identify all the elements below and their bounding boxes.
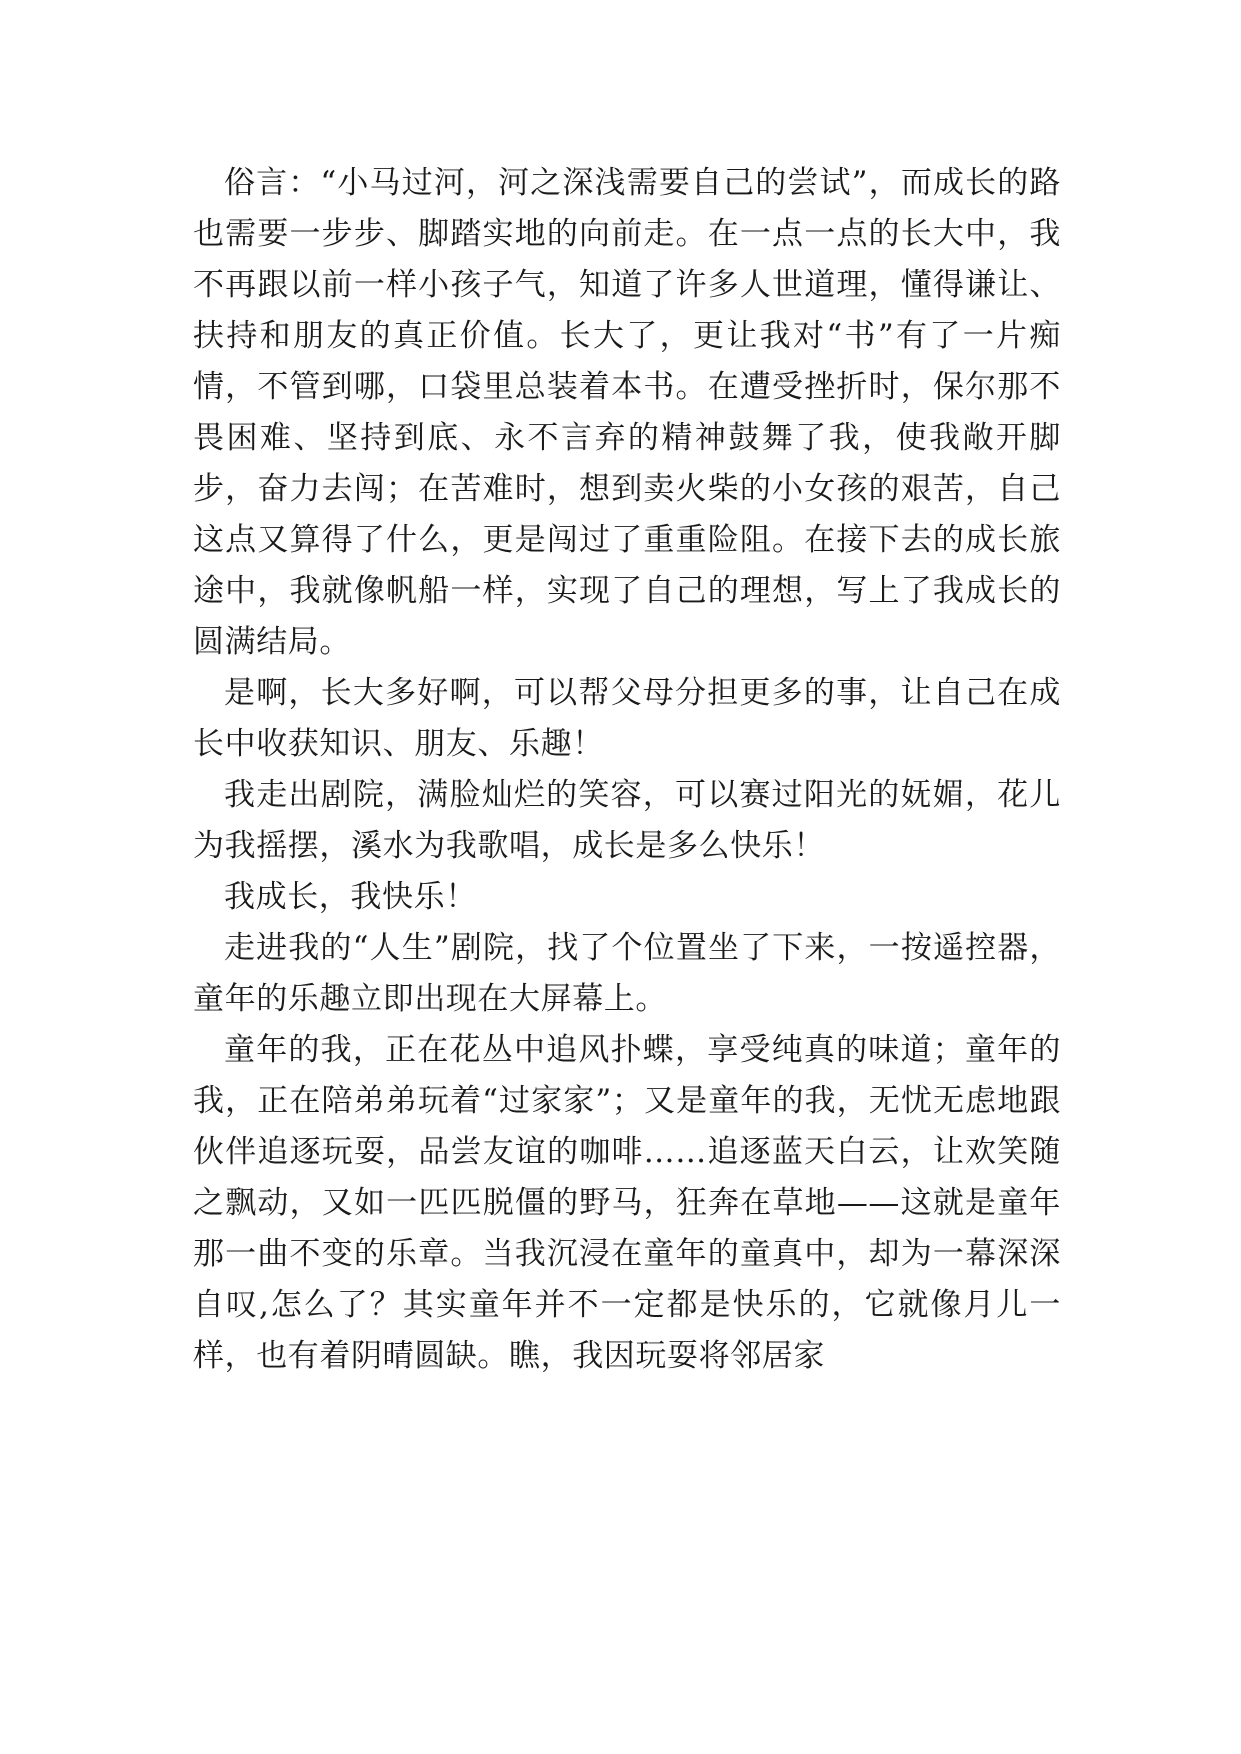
paragraph-5: 走进我的“人生”剧院，找了个位置坐了下来，一按遥控器，童年的乐趣立即出现在大屏幕上。 [193, 930, 1061, 1017]
paragraph-4: 我成长，我快乐！ [224, 879, 477, 915]
paragraph-2: 是啊，长大多好啊，可以帮父母分担更多的事，让自己在成长中收获知识、朋友、乐趣！ [193, 675, 1061, 762]
paragraph-3: 我走出剧院，满脸灿烂的笑容，可以赛过阳光的妩媚，花儿为我摇摆，溪水为我歌唱，成长是多么快乐！ [193, 777, 1061, 864]
paragraph-6: 童年的我，正在花丛中追风扑蝶，享受纯真的味道；童年的我，正在陪弟弟玩着“过家家”；又是童年的我，无忧无虑地跟伙伴追逐玩耍，品尝友谊的咖啡……追逐蓝天白云，让欢笑随之飘动，又如一匹匹脱僵的野马，狂奔在草地——这就是童年那一曲不变的乐章。当我沉浸在童年的童真中，却为一幕深深自叹,怎么了？其实童年并不一定都是快乐的，它就像月儿一样，也有着阴晴圆缺。瞧，我因玩耍将邻居家 [193, 1032, 1061, 1374]
paragraph-1: 俗言：“小马过河，河之深浅需要自己的尝试”，而成长的路也需要一步步、脚踏实地的向前走。在一点一点的长大中，我不再跟以前一样小孩子气，知道了许多人世道理，懂得谦让、扶持和朋友的真正价值。长大了，更让我对“书”有了一片痴情，不管到哪，口袋里总装着本书。在遭受挫折时，保尔那不畏困难、坚持到底、永不言弃的精神鼓舞了我，使我敞开脚步，奋力去闯；在苦难时，想到卖火柴的小女孩的艰苦，自己这点又算得了什么，更是闯过了重重险阻。在接下去的成长旅途中，我就像帆船一样，实现了自己的理想，写上了我成长的圆满结局。 [193, 165, 1061, 660]
body-text [193, 158, 1061, 1382]
